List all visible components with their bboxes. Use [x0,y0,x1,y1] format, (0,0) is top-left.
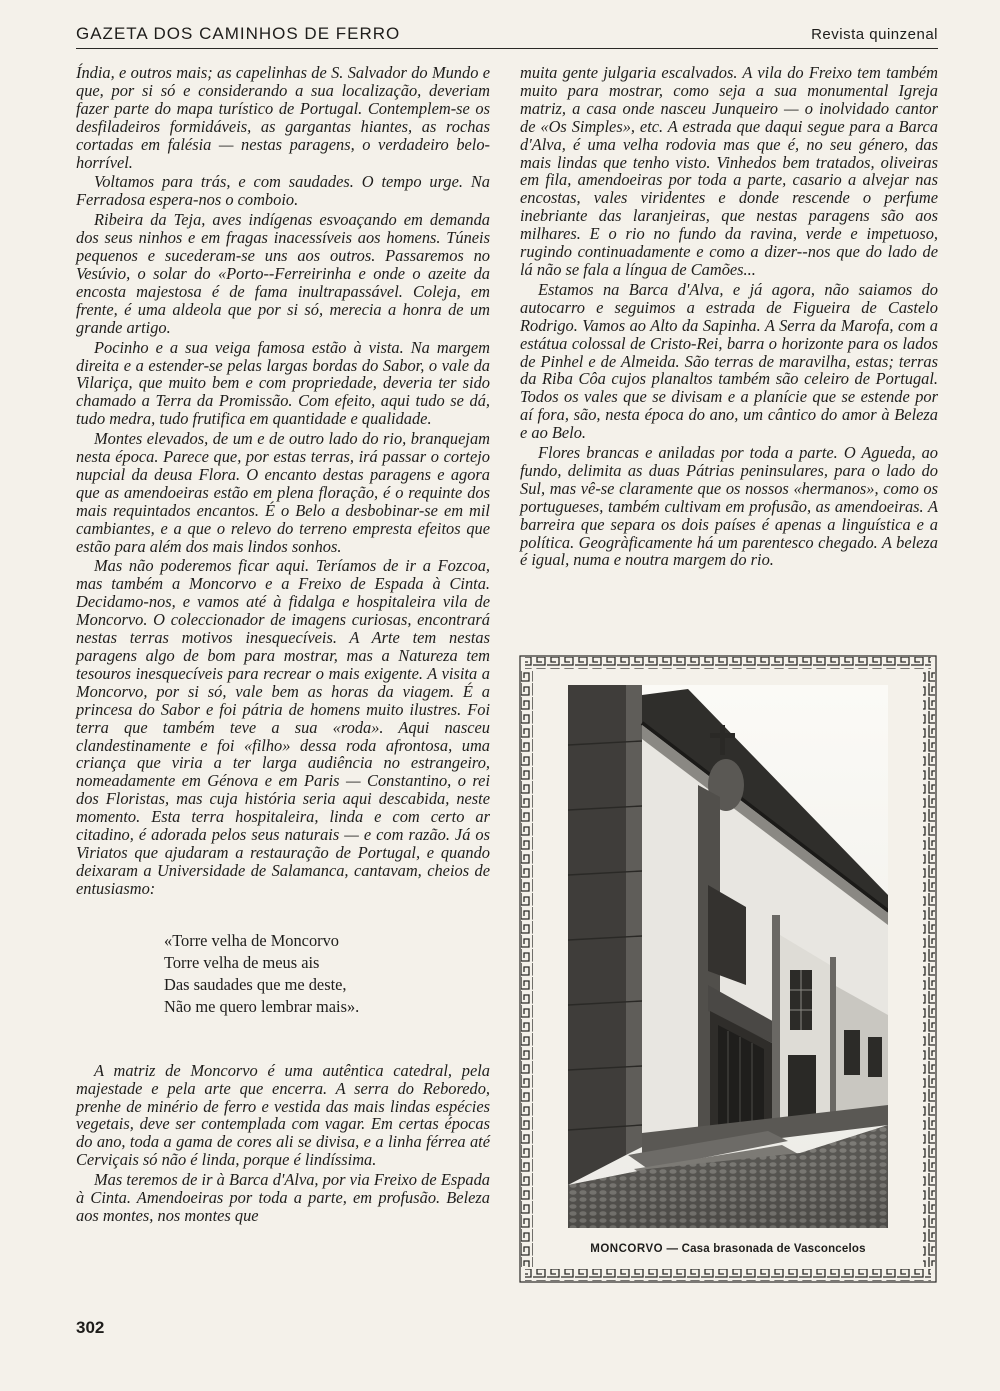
poem-line: «Torre velha de Moncorvo [164,930,339,950]
poem-quote [164,930,490,1018]
paragraph: Voltamos para trás, e com saudades. O tempo urge. Na Ferradosa espera-nos o comboio. [76,172,490,210]
caption-text: Casa brasonada de Vasconcelos [681,1243,866,1255]
paragraph: Flores brancas e aniladas por toda a parte. O Agueda, ao fundo, delimita as duas Pátrias peninsulares, para o lado do Sul, mas vê-se claramente que os nossos «hermanos», como os portugueses, também cultivam em profusão, as amendoeiras. A barreira que separa os dois países é apenas a linguística e a política. Geogràficamente há um parentesco chegado. A beleza é igual, numa e noutra margem do rio. [520,443,938,570]
figure-caption [519,1243,937,1255]
publication-title: GAZETA DOS CAMINHOS DE FERRO [76,24,401,43]
right-column [520,64,938,571]
paragraph: Mas teremos de ir à Barca d'Alva, por via Freixo de Espada à Cinta. Amendoeiras por toda a parte, em profusão. Beleza aos montes, nos montes que [76,1170,490,1225]
paragraph: Mas não poderemos ficar aqui. Teríamos de ir a Fozcoa, mas também a Moncorvo e a Freixo de Espada à Cinta. Decidamo-nos, e vamos até à fidalga e hospitaleira vila de Moncorvo. O coleccionador de imagens curiosas, encontrará nestas terras motivos inesquecíveis. A Arte tem nestas paragens algo de bom para mostrar, mas a Natureza tem tesouros inesquecíveis para recrear o mais exigente. A visita a Moncorvo, por si só, vale bem as horas da viagem. É a princesa do Sabor e foi pátria de homens muito ilustres. Foi terra que também teve a sua «roda». Aqui nasceu clandestinamente e foi «filho» dessa roda afrontosa, uma criança que viria a ter larga audiência no estrangeiro, nomeadamente em Génova e em Paris — Constantino, o rei dos Floristas, mas cuja história seria aqui descabida, neste momento. Esta terra hospitaleira, linda e com certo ar citadino, é adorada pelos seus naturais — e com razão. Já os Viriatos que ajudaram a restauração de Portugal, e quando deixaram a Universidade de Salamanca, cantavam, cheios de entusiasmo: [76,556,490,898]
poem-line: Das saudades que me deste, [164,974,347,994]
poem-line: Não me quero lembrar mais». [164,996,360,1016]
house-photo [568,685,888,1228]
paragraph: Pocinho e a sua veiga famosa estão à vista. Na margem direita e a estender-se pelas largas bordas do Sabor, o vale da Vilariça, que muito bem e com propriedade, deveria ter sido chamado a Terra da Promissão. Com efeito, aqui tudo se dá, tudo medra, tudo frutifica em quantidade e qualidade. [76,337,490,429]
left-column [76,64,490,1227]
photo-figure [519,655,937,1283]
poem-line: Torre velha de meus ais [164,952,320,972]
paragraph: Ribeira da Teja, aves indígenas esvoaçando em demanda dos seus ninhos e em fragas inacessíveis aos homens. Túneis pequenos e sucederam-se uns aos outros. Passaremos no Vesúvio, o solar do «Porto--Ferreirinha e onde o azeite da encosta majestosa é de fama inultrapassável. Coleja, em frente, é uma aldeola que por si só, merecia a honra de um grande artigo. [76,210,490,337]
caption-place: MONCORVO [590,1243,664,1255]
paragraph: muita gente julgaria escalvados. A vila do Freixo tem também muito para mostrar, como seja a sua monumental Igreja matriz, a casa onde nasceu Junqueiro — o inolvidado cantor de «Os Simples», etc. A estrada que daqui segue para a Barca d'Alva, é uma velha rodovia mas que é, no seu género, das mais lindas que tenho visto. Vinhedos bem tratados, oliveiras em fila, amendoeiras por toda a parte, casario a alvejar nas encostas, vales viridentes e donde rescende o perfume inebriante das laranjeiras, que nestas paragens são aos milhares. E o rio no fundo da ravina, verde e impetuoso, rugindo continuadamente e como a dizer--nos que do lado de lá não se fala a língua de Camões... [520,63,938,279]
paragraph: Montes elevados, de um e de outro lado do rio, branquejam nesta época. Parece que, por estas terras, irá passar o cortejo nupcial da deusa Flora. O encanto destas paragens e agora que as amendoeiras estão em plena floração, é o requinte dos mais requintados encantos. É o Belo a desbobinar-se em mil cambiantes, e a que o relevo do terreno empresta efeitos que estão para além dos mais lindos sonhos. [76,429,490,556]
page-header [76,22,938,49]
paragraph: A matriz de Moncorvo é uma autêntica catedral, pela majestade e pela arte que encerra. A serra do Reboredo, prenhe de minério de ferro e vestida das mais lindas espécies vegetais, deve ser contemplada com vagar. Em certas épocas do ano, toda a gama de cores ali se divisa, e a linha férrea até Cerviçais só não é linda, porque é lindíssima. [76,1060,490,1170]
issue-type: Revista quinzenal [811,26,938,43]
caption-dash: — [663,1243,682,1255]
paragraph: Índia, e outros mais; as capelinhas de S. Salvador do Mundo e que, por si só e considerando a sua localização, deveriam fazer parte do mapa turístico de Portugal. Contemplem-se os desfiladeiros formidáveis, as gargantas hiantes, as rochas cortadas em falésia — nestas paragens, o verdadeiro belo-horrível. [76,63,490,172]
page-number: 302 [76,1318,105,1337]
paragraph: Estamos na Barca d'Alva, e já agora, não saiamos do autocarro e seguimos a estrada de Figueira de Castelo Rodrigo. Vamos ao Alto da Sapinha. A Serra da Marofa, com a estátua colossal de Cristo-Rei, barra o horizonte para os lados de Pinhel e de Almeida. São terras de maravilha, estas; terras da Riba Côa cujos planaltos também são celeiro de Portugal. Todos os vales que se divisam e a planície que se estende por aí fora, são, nesta época do ano, um cântico do amor à Beleza e ao Belo. [520,279,938,443]
